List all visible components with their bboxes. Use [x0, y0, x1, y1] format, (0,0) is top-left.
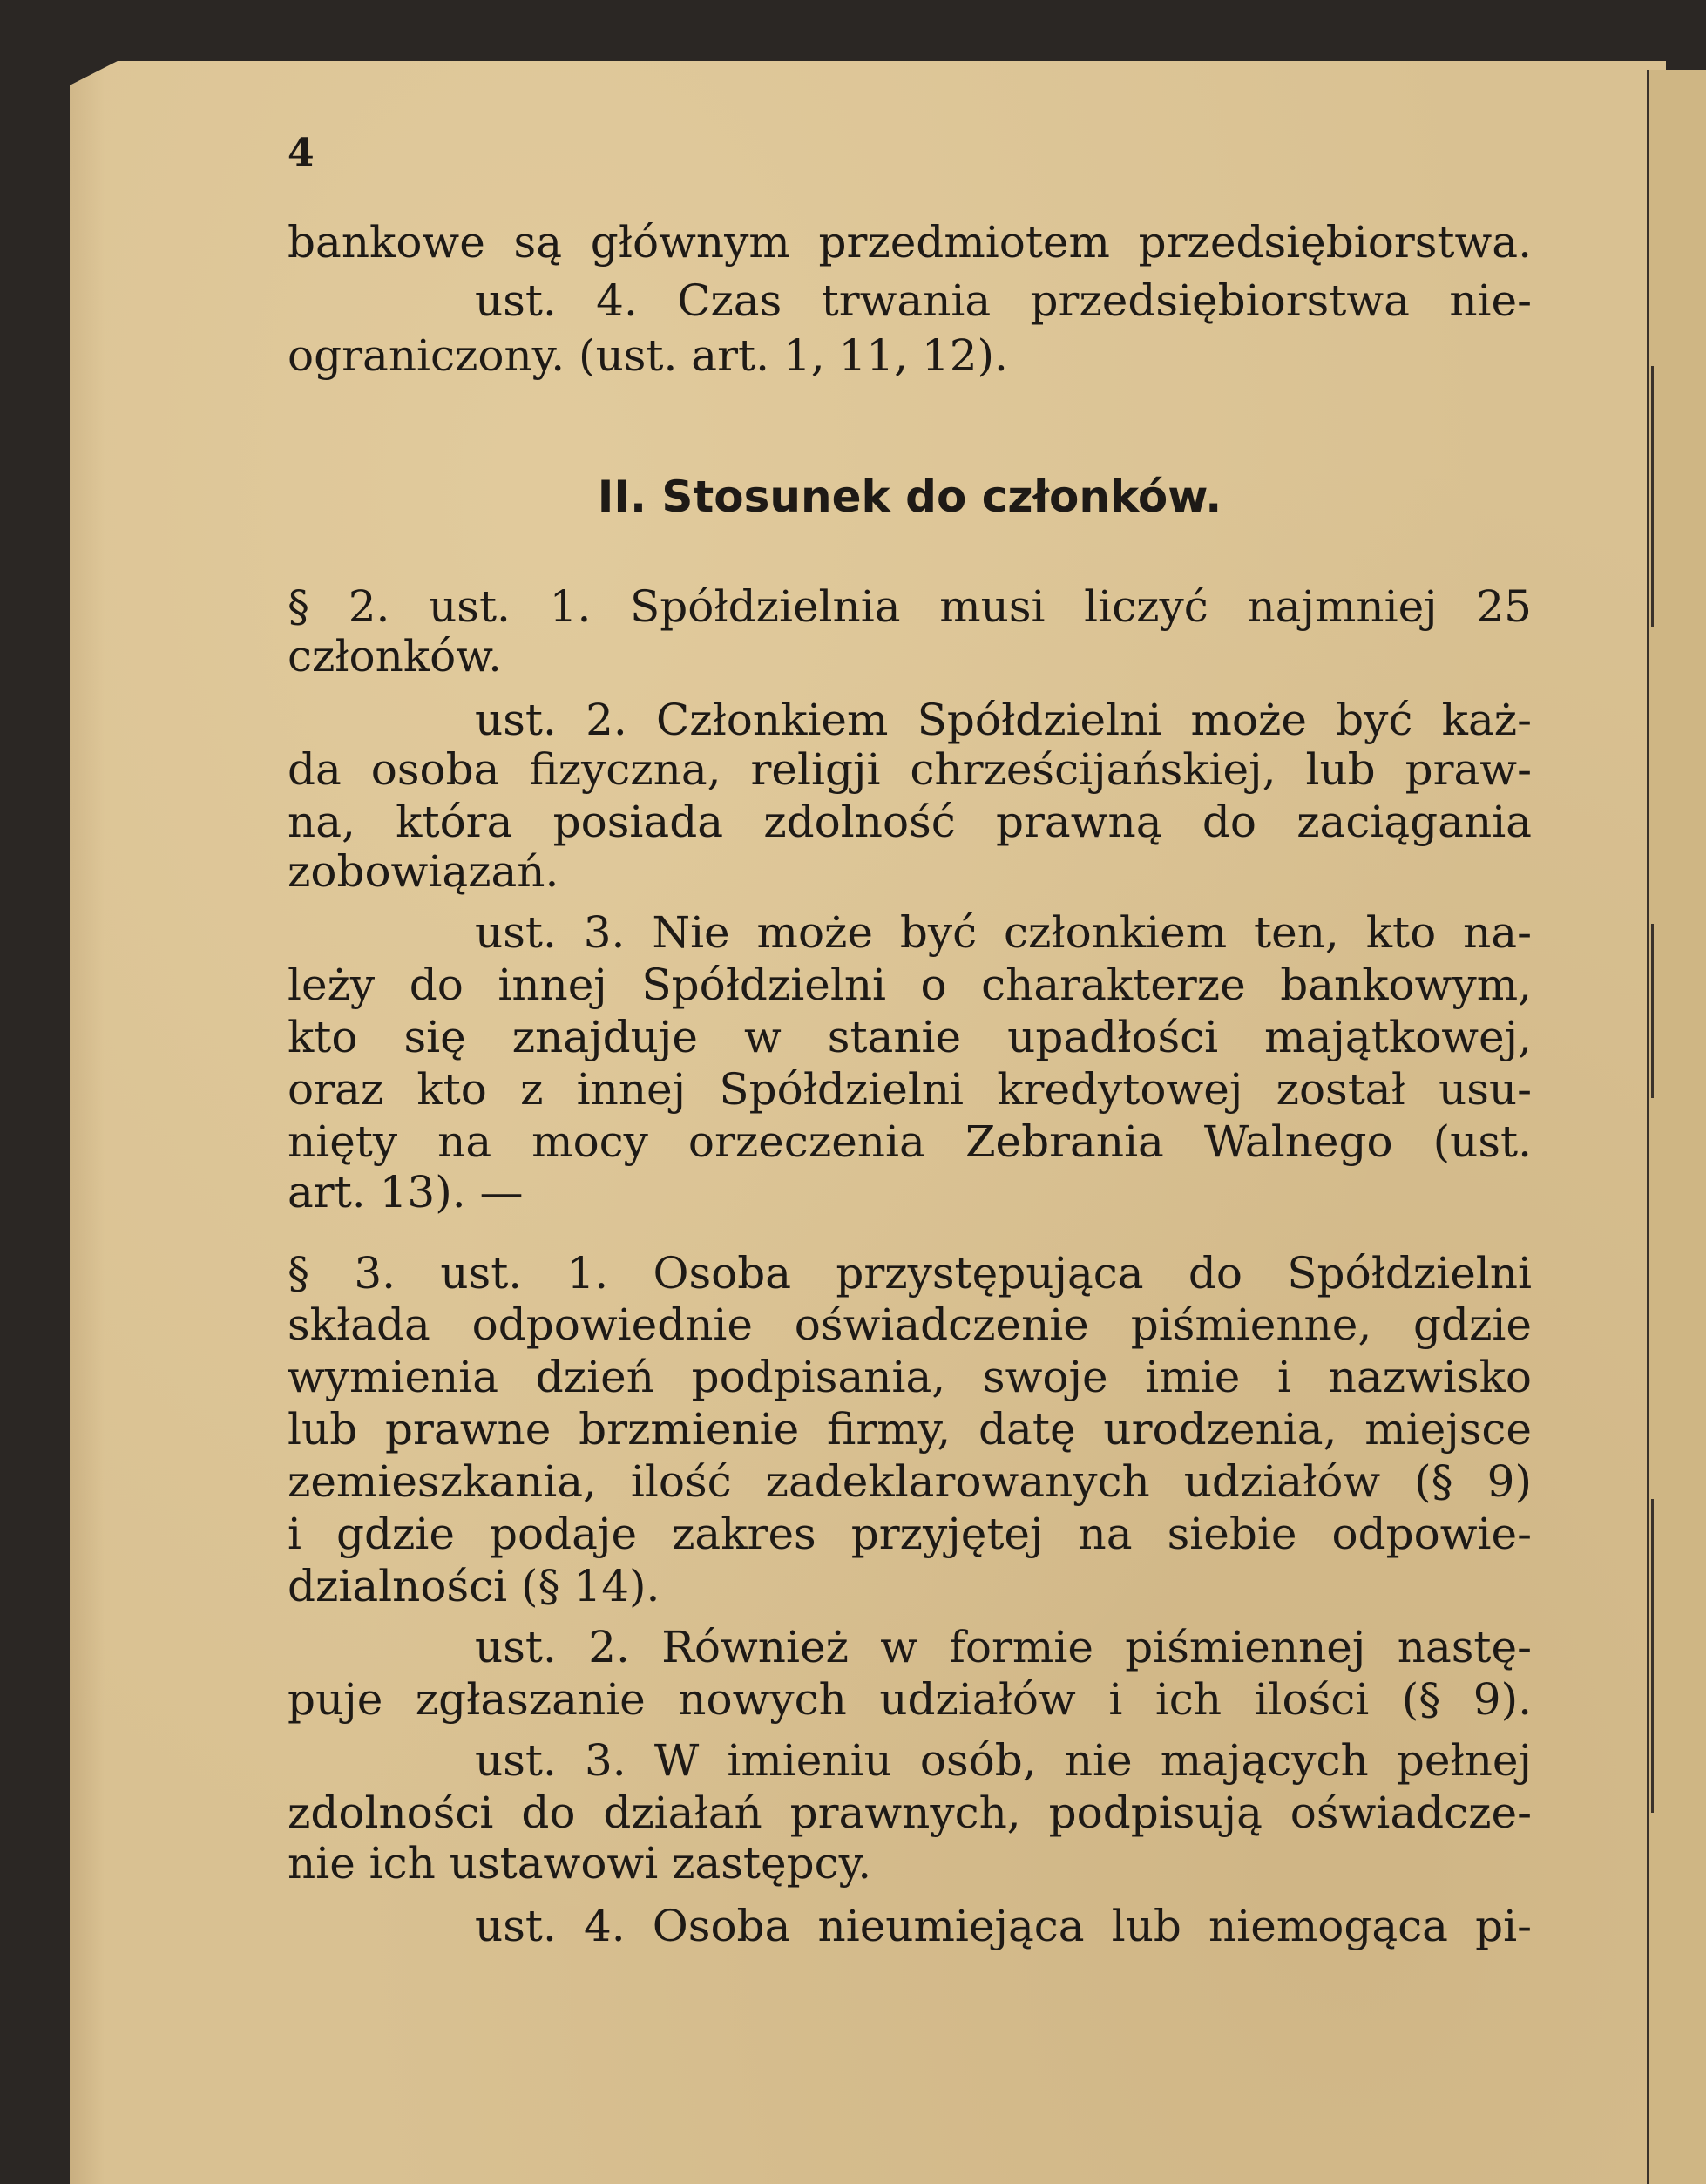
text-line: członków. — [288, 631, 503, 682]
text-line: składa odpowiednie oświadczenie piśmienne, gdzie — [288, 1299, 1532, 1350]
binding-stitch — [1651, 924, 1654, 1098]
text-line: zobowiązań. — [288, 846, 559, 897]
text-line: ust. 3. W imieniu osób, nie mających pełnej — [475, 1735, 1532, 1786]
text-line: na, która posiada zdolność prawną do zaciągania — [288, 797, 1532, 847]
text-line: ust. 2. Również w formie piśmiennej nastę- — [475, 1622, 1532, 1672]
binding-stitch — [1651, 1499, 1654, 1813]
text-line: i gdzie podaje zakres przyjętej na siebie odpowie- — [288, 1509, 1532, 1559]
section-heading: II. Stosunek do członków. — [597, 471, 1222, 522]
text-line: bankowe są głównym przedmiotem przedsiębiorstwa. — [288, 217, 1532, 268]
text-line: lub prawne brzmienie firmy, datę urodzenia, miejsce — [288, 1404, 1532, 1455]
text-line: nięty na mocy orzeczenia Zebrania Walnego (ust. — [288, 1116, 1532, 1167]
text-line: ust. 4. Osoba nieumiejąca lub niemogąca pi- — [475, 1901, 1532, 1951]
text-line: art. 13). — — [288, 1167, 524, 1217]
text-line: leży do innej Spółdzielni o charakterze bankowym, — [288, 960, 1532, 1010]
text-line: § 2. ust. 1. Spółdzielnia musi liczyć najmniej 25 — [288, 581, 1532, 632]
text-line: ograniczony. (ust. art. 1, 11, 12). — [288, 330, 1008, 381]
text-line: ust. 4. Czas trwania przedsiębiorstwa nie- — [475, 275, 1532, 326]
text-line: puje zgłaszanie nowych udziałów i ich ilości (§ 9). — [288, 1674, 1532, 1725]
text-line: wymienia dzień podpisania, swoje imie i nazwisko — [288, 1352, 1532, 1402]
adjacent-page-edge — [1647, 70, 1706, 2184]
text-line: nie ich ustawowi zastępcy. — [288, 1838, 872, 1889]
text-line: zemieszkania, ilość zadeklarowanych udziałów (§ 9) — [288, 1456, 1532, 1507]
binding-stitch — [1651, 366, 1654, 627]
text-line: ust. 3. Nie może być członkiem ten, kto na- — [475, 907, 1532, 958]
text-line: kto się znajduje w stanie upadłości majątkowej, — [288, 1012, 1532, 1062]
text-line: da osoba fizyczna, religji chrześcijańskiej, lub praw- — [288, 744, 1532, 795]
text-line: zdolności do działań prawnych, podpisują oświadcze- — [288, 1787, 1532, 1838]
page-number: 4 — [288, 131, 315, 175]
text-line: dzialności (§ 14). — [288, 1561, 660, 1611]
text-line: ust. 2. Członkiem Spółdzielni może być każ- — [475, 695, 1532, 745]
text-line: oraz kto z innej Spółdzielni kredytowej został usu- — [288, 1064, 1532, 1115]
text-line: § 3. ust. 1. Osoba przystępująca do Spółdzielni — [288, 1248, 1532, 1299]
